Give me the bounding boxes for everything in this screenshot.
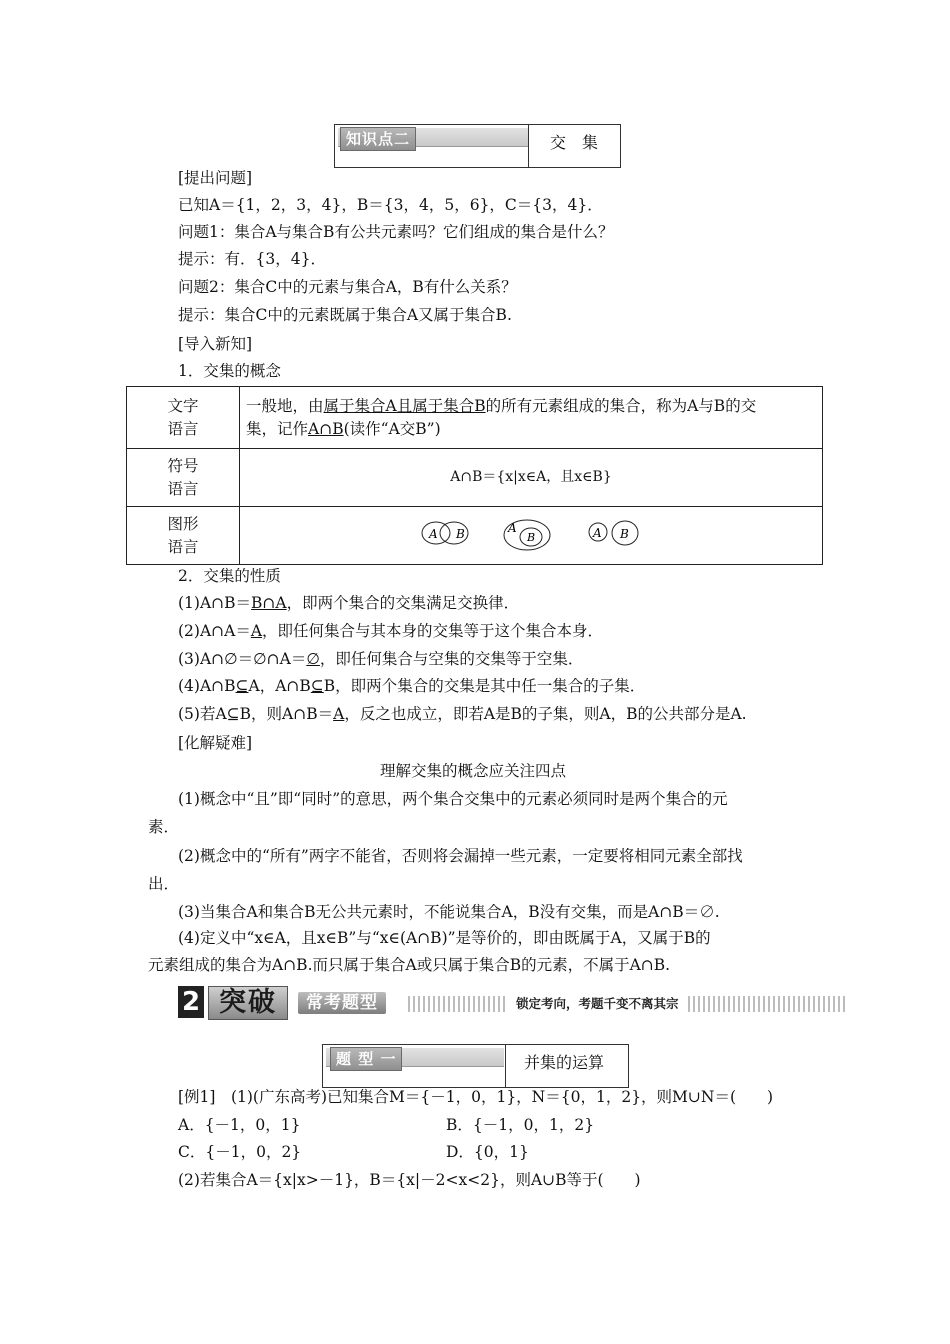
difficulty-2a: (2)概念中的“所有”两字不能省，否则将会漏掉一些元素，一定要将相同元素全部找	[178, 847, 743, 865]
option-d: D．{0，1}	[446, 1143, 529, 1161]
label-figure-language: 图形 语言	[127, 507, 240, 565]
venn-overlap	[422, 522, 468, 544]
knowledge-title: 交 集	[550, 133, 599, 152]
question-type-title: 并集的运算	[524, 1053, 605, 1072]
svg-text:A: A	[593, 525, 602, 540]
property-3: (3)A∩∅＝∅∩A＝∅，即任何集合与空集的交集等于空集．	[178, 650, 584, 668]
option-a: A．{－1，0，1}	[178, 1116, 301, 1134]
label-symbol-language: 符号 语言	[127, 449, 240, 507]
example-1-question-2: (2)若集合A＝{x|x>－1}，B＝{x|－2<x<2}，则A∪B等于( )	[178, 1171, 641, 1189]
banner-subtitle: 常考题型	[298, 992, 386, 1014]
svg-text:B: B	[456, 526, 465, 541]
question-1: 问题1：集合A与集合B有公共元素吗？它们组成的集合是什么？	[178, 223, 614, 241]
given-sets: 已知A＝{1，2，3，4}，B＝{3，4，5，6}，C＝{3，4}．	[178, 196, 603, 214]
concept-heading: 1．交集的概念	[178, 362, 281, 380]
property-5: (5)若A⊆B，则A∩B＝A，反之也成立，即若A是B的子集，则A，B的公共部分是A.	[178, 705, 747, 723]
label-text-language: 文字 语言	[127, 387, 240, 449]
symbol-formula: A∩B＝{x|x∈A，且x∈B}	[240, 449, 823, 507]
question-2: 问题2：集合C中的元素与集合A，B有什么关系？	[178, 278, 517, 296]
heading-new-knowledge: [导入新知]	[178, 335, 253, 353]
section-banner	[178, 984, 848, 1020]
question-type-divider	[505, 1044, 506, 1088]
properties-heading: 2．交集的性质	[178, 567, 281, 585]
banner-number: 2	[178, 986, 204, 1018]
venn-diagrams	[240, 507, 823, 565]
banner-title: 突破	[208, 986, 288, 1020]
heading-questions: [提出问题]	[178, 169, 253, 187]
difficulty-center-title: 理解交集的概念应关注四点	[380, 762, 567, 780]
venn-figures	[240, 508, 822, 564]
property-1: (1)A∩B＝B∩A，即两个集合的交集满足交换律．	[178, 594, 520, 612]
text-definition: 一般地，由属于集合A且属于集合B的所有元素组成的集合，称为A与B的交 集，记作A∩B(读作“A交B”)	[240, 387, 823, 449]
difficulty-1a: (1)概念中“且”即“同时”的意思，两个集合交集中的元素必须同时是两个集合的元	[178, 790, 728, 808]
example-1-question: [例1] (1)(广东高考)已知集合M＝{－1，0，1}，N＝{0，1，2}，则M∪N＝( )	[178, 1088, 774, 1106]
option-b: B．{－1，0，1，2}	[446, 1116, 595, 1134]
hint-2: 提示：集合C中的元素既属于集合A又属于集合B.	[178, 306, 512, 324]
venn-disjoint	[589, 521, 638, 545]
svg-text:A: A	[508, 520, 517, 535]
svg-text:B: B	[527, 530, 536, 544]
concept-table	[126, 386, 823, 565]
venn-subset	[504, 520, 550, 550]
property-2: (2)A∩A＝A，即任何集合与其本身的交集等于这个集合本身．	[178, 622, 604, 640]
difficulty-4a: (4)定义中“x∈A，且x∈B”与“x∈(A∩B)”是等价的，即由既属于A，又属于B的	[178, 929, 711, 947]
difficulty-1b: 素．	[148, 818, 180, 836]
difficulty-heading: [化解疑难]	[178, 734, 253, 752]
svg-text:A: A	[429, 526, 438, 541]
banner-slogan: 锁定考向，考题千变不离其宗	[508, 994, 687, 1014]
difficulty-3: (3)当集合A和集合B无公共元素时，不能说集合A，B没有交集，而是A∩B＝∅.	[178, 903, 720, 921]
property-4: (4)A∩B⊆A，A∩B⊆B，即两个集合的交集是其中任一集合的子集．	[178, 677, 646, 695]
knowledge-badge: 知识点二	[340, 127, 416, 151]
option-c: C．{－1，0，2}	[178, 1143, 302, 1161]
difficulty-2b: 出．	[148, 875, 180, 893]
question-type-badge: 题 型 一	[330, 1047, 402, 1071]
knowledge-box-divider	[528, 124, 529, 168]
hint-1: 提示：有．{3，4}．	[178, 250, 326, 268]
difficulty-4b: 元素组成的集合为A∩B.而只属于集合A或只属于集合B的元素，不属于A∩B.	[148, 956, 671, 974]
svg-text:B: B	[620, 526, 629, 541]
